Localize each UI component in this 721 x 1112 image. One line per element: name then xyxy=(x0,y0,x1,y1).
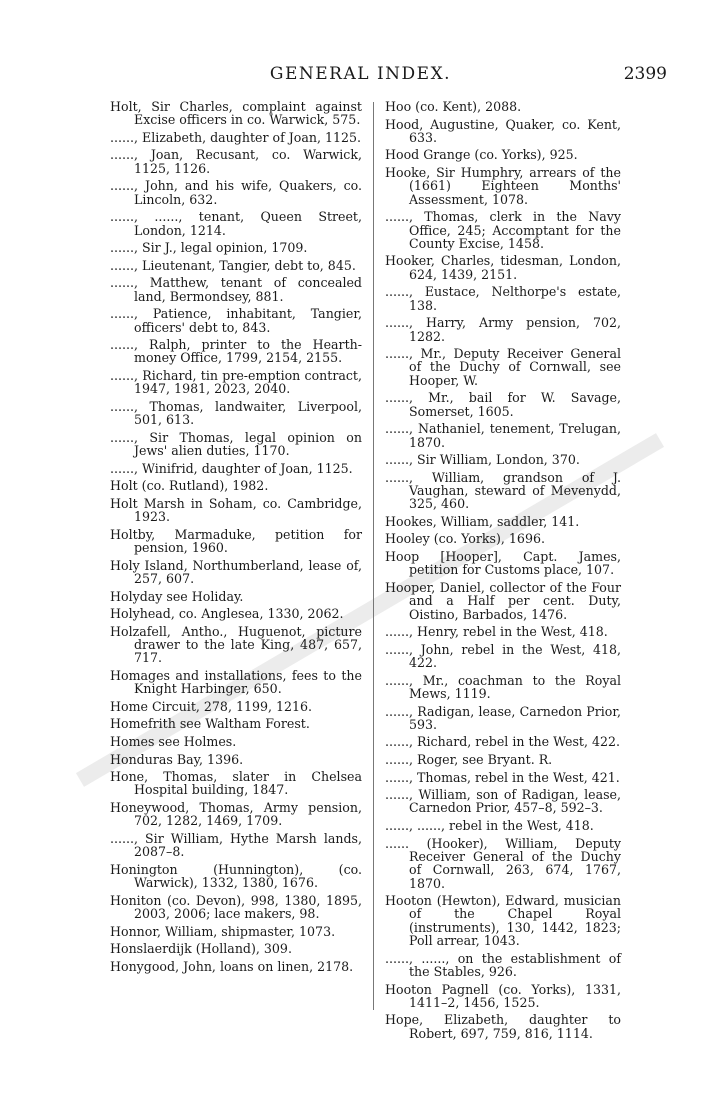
index-entry: ......, Sir J., legal opinion, 1709. xyxy=(110,240,308,256)
page-number: 2399 xyxy=(623,64,667,84)
index-entry: Homes see Holmes. xyxy=(110,734,237,749)
index-entry: Hooley (co. Yorks), 1696. xyxy=(385,531,545,547)
index-entry: ......, William, grandson of J. Vaughan, steward of Mevenydd, 325, 460. xyxy=(385,469,621,512)
index-entry: Hone, Thomas, slater in Chelsea Hospital building, 1847. xyxy=(110,769,362,798)
index-entry: ......, Richard, tin pre-emption contract, 1947, 1981, 2023, 2040. xyxy=(110,368,362,397)
index-entry: Hoop [Hooper], Capt. James, petition for Customs place, 107. xyxy=(385,549,621,578)
index-entry: Holyhead, co. Anglesea, 1330, 2062. xyxy=(110,606,344,622)
index-title: GENERAL INDEX. xyxy=(269,64,452,84)
index-entry: Honnor, William, shipmaster, 1073. xyxy=(110,923,336,939)
index-entry: ......, Patience, inhabitant, Tangier, officers' debt to, 843. xyxy=(110,306,362,335)
index-entry: Hope, Elizabeth, daughter to Robert, 697, 759, 816, 1114. xyxy=(385,1012,621,1041)
index-entry: Hookes, William, saddler, 141. xyxy=(385,513,580,529)
index-entry: ......, Thomas, rebel in the West, 421. xyxy=(385,769,620,785)
left-column xyxy=(110,100,362,977)
index-entry: ......, Joan, Recusant, co. Warwick, 1125, 1126. xyxy=(110,147,362,176)
index-entry: Hooper, Daniel, collector of the Four and a Half per cent. Duty, Oistino, Barbados, 1476. xyxy=(385,579,621,622)
column-divider xyxy=(373,102,374,1010)
index-entry: Holt, Sir Charles, complaint against Excise officers in co. Warwick, 575. xyxy=(110,99,362,128)
index-entry: Hooke, Sir Humphry, arrears of the (1661) Eighteen Months' Assessment, 1078. xyxy=(385,165,621,207)
index-entry: ......, Nathaniel, tenement, Trelugan, 1870. xyxy=(385,421,621,450)
index-entry: ...... (Hooker), William, Deputy Receiver General of the Duchy of Cornwall, 263, 674, 1767, 1870. xyxy=(385,835,621,891)
index-entry: ......, Sir William, London, 370. xyxy=(385,452,580,468)
index-entry: ......, Mr., bail for W. Savage, Somerset, 1605. xyxy=(385,390,621,419)
index-entry: Holt Marsh in Soham, co. Cambridge, 1923. xyxy=(110,495,362,525)
index-entry: ......, Winifrid, daughter of Joan, 1125. xyxy=(110,460,353,476)
index-entry: ......, Roger, see Bryant. R. xyxy=(385,752,553,767)
index-entry: ......, John, rebel in the West, 418, 422. xyxy=(385,641,621,671)
index-entry: Holy Island, Northumberland, lease of, 257, 607. xyxy=(110,557,362,586)
index-entry: Hooker, Charles, tidesman, London, 624, 1439, 2151. xyxy=(385,253,621,282)
index-entry: ......, Mr., Deputy Receiver General of the Duchy of Cornwall, see Hooper, W. xyxy=(385,346,621,388)
index-entry: ......, Eustace, Nelthorpe's estate, 138. xyxy=(385,284,621,313)
index-entry: Hood, Augustine, Quaker, co. Kent, 633. xyxy=(385,116,621,145)
index-entry: Honeywood, Thomas, Army pension, 702, 1282, 1469, 1709. xyxy=(110,800,362,829)
index-entry: Hooton Pagnell (co. Yorks), 1331, 1411–2, 1456, 1525. xyxy=(385,981,621,1010)
index-entry: Honington (Hunnington), (co. Warwick), 1332, 1380, 1676. xyxy=(110,861,362,891)
index-entry: Honiton (co. Devon), 998, 1380, 1895, 2003, 2006; lace makers, 98. xyxy=(110,892,362,922)
index-entry: Honygood, John, loans on linen, 2178. xyxy=(110,958,354,974)
index-entry: Holtby, Marmaduke, petition for pension, 1960. xyxy=(110,526,362,556)
index-entry: ......, Sir Thomas, legal opinion on Jews' alien duties, 1170. xyxy=(110,429,362,459)
index-entry: ......, ......, tenant, Queen Street, London, 1214. xyxy=(110,209,362,238)
index-entry: Honslaerdijk (Holland), 309. xyxy=(110,941,292,957)
page-header xyxy=(0,62,721,88)
index-entry: Homages and installations, fees to the Knight Harbinger, 650. xyxy=(110,667,362,697)
index-entry: ......, Henry, rebel in the West, 418. xyxy=(385,624,608,640)
index-entry: Home Circuit, 278, 1199, 1216. xyxy=(110,698,313,714)
index-entry: Holyday see Holiday. xyxy=(110,588,244,604)
index-entry: ......, Thomas, landwaiter, Liverpool, 501, 613. xyxy=(110,398,362,428)
index-entry: ......, Radigan, lease, Carnedon Prior, 593. xyxy=(385,703,621,732)
index-entry: ......, John, and his wife, Quakers, co. Lincoln, 632. xyxy=(110,178,362,207)
index-entry: ......, Mr., coachman to the Royal Mews, 1119. xyxy=(385,672,621,701)
index-entry: Holzafell, Antho., Huguenot, picture drawer to the late King, 487, 657, 717. xyxy=(110,623,362,666)
right-column xyxy=(385,100,621,1044)
index-entry: Hood Grange (co. Yorks), 925. xyxy=(385,147,578,163)
index-entry: Hoo (co. Kent), 2088. xyxy=(385,99,522,114)
index-entry: Homefrith see Waltham Forest. xyxy=(110,716,310,732)
index-entry: ......, Richard, rebel in the West, 422. xyxy=(385,734,621,750)
index-entry: ......, William, son of Radigan, lease, Carnedon Prior, 457–8, 592–3. xyxy=(385,787,621,816)
index-entry: Honduras Bay, 1396. xyxy=(110,751,244,767)
index-entry: ......, Matthew, tenant of concealed land, Bermondsey, 881. xyxy=(110,275,362,304)
index-entry: ......, ......, on the establishment of the Stables, 926. xyxy=(385,950,621,979)
index-entry: ......, ......, rebel in the West, 418. xyxy=(385,818,594,834)
index-entry: ......, Thomas, clerk in the Navy Office, 245; Accomptant for the County Excise, 1458. xyxy=(385,209,621,251)
index-entry: ......, Harry, Army pension, 702, 1282. xyxy=(385,315,621,344)
index-entry: ......, Sir William, Hythe Marsh lands, 2087–8. xyxy=(110,830,362,860)
index-entry: ......, Ralph, printer to the Hearth-money Office, 1799, 2154, 2155. xyxy=(110,337,362,366)
index-entry: ......, Lieutenant, Tangier, debt to, 845. xyxy=(110,257,356,273)
index-entry: ......, Elizabeth, daughter of Joan, 1125. xyxy=(110,129,362,145)
index-entry: Holt (co. Rutland), 1982. xyxy=(110,478,269,494)
index-entry: Hooton (Hewton), Edward, musician of the Chapel Royal (instruments), 130, 1442, 1823; Poll arrear, 1043. xyxy=(385,893,621,949)
